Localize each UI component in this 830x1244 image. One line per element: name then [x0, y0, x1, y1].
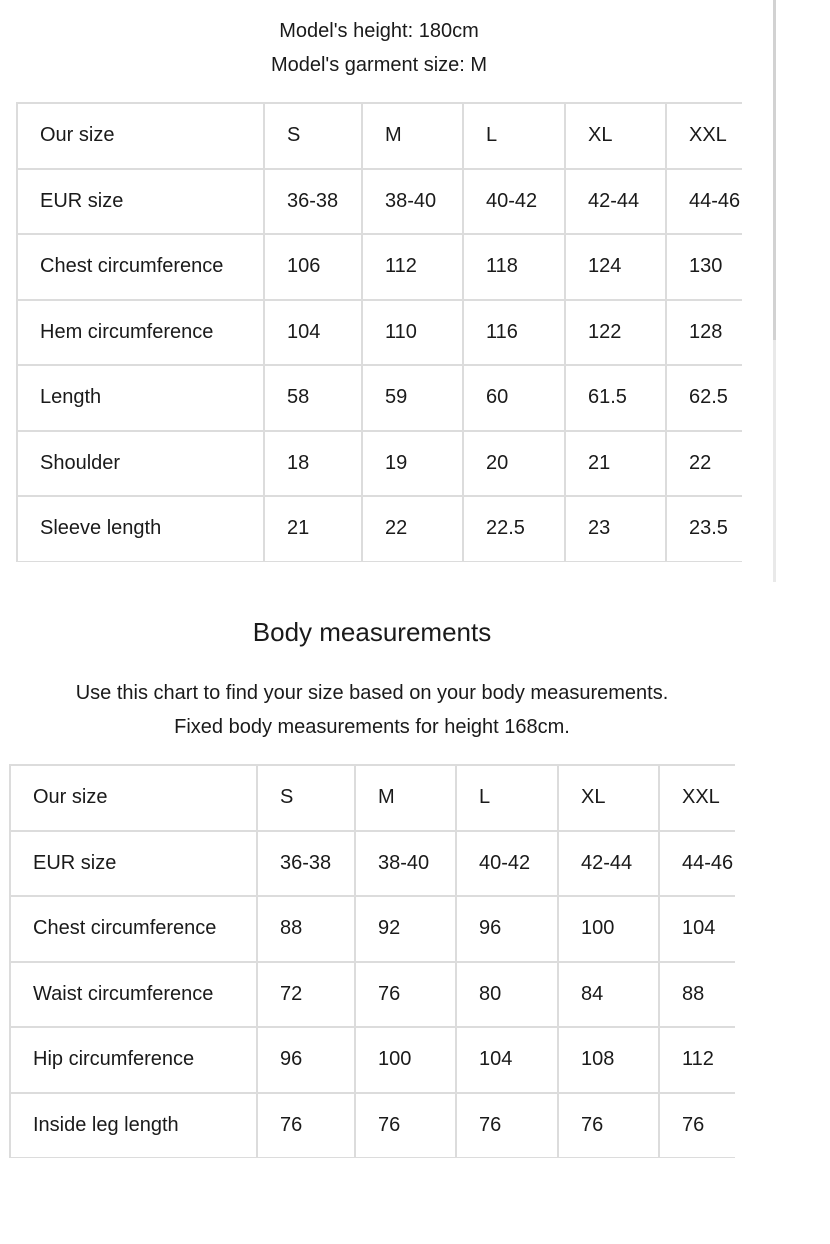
value-cell: 76 — [355, 962, 456, 1028]
value-cell: 130 — [666, 234, 742, 300]
value-cell: 62.5 — [666, 365, 742, 431]
value-cell: 110 — [362, 300, 463, 366]
value-cell: 76 — [257, 1093, 355, 1159]
row-label-cell: Length — [17, 365, 264, 431]
value-cell: 38-40 — [362, 169, 463, 235]
body-table-row — [10, 962, 735, 1028]
value-cell: 42-44 — [558, 831, 659, 897]
size-header-cell: S — [257, 765, 355, 831]
value-cell: 122 — [565, 300, 666, 366]
value-cell: 23 — [565, 496, 666, 562]
body-table-row — [10, 896, 735, 962]
intro-line-2: Fixed body measurements for height 168cm. — [174, 716, 570, 738]
value-cell: 58 — [264, 365, 362, 431]
row-label-cell: Waist circumference — [10, 962, 257, 1028]
value-cell: 96 — [456, 896, 558, 962]
row-label-cell: Shoulder — [17, 431, 264, 497]
size-header-cell: XXL — [659, 765, 735, 831]
row-label-cell: Sleeve length — [17, 496, 264, 562]
value-cell: 72 — [257, 962, 355, 1028]
size-header-cell: L — [456, 765, 558, 831]
value-cell: 128 — [666, 300, 742, 366]
value-cell: 88 — [659, 962, 735, 1028]
value-cell: 23.5 — [666, 496, 742, 562]
row-label-cell: Hem circumference — [17, 300, 264, 366]
scrollbar-track[interactable] — [773, 0, 776, 582]
value-cell: 21 — [565, 431, 666, 497]
value-cell: 18 — [264, 431, 362, 497]
value-cell: 76 — [659, 1093, 735, 1159]
row-label-cell: Chest circumference — [10, 896, 257, 962]
value-cell: 61.5 — [565, 365, 666, 431]
body-table-row — [10, 831, 735, 897]
value-cell: 92 — [355, 896, 456, 962]
value-cell: 80 — [456, 962, 558, 1028]
row-label-cell: Chest circumference — [17, 234, 264, 300]
value-cell: 104 — [264, 300, 362, 366]
value-cell: 112 — [659, 1027, 735, 1093]
value-cell: 96 — [257, 1027, 355, 1093]
garment-table-header-row — [17, 103, 742, 169]
garment-table-row — [17, 300, 742, 366]
value-cell: 108 — [558, 1027, 659, 1093]
row-label-cell: Our size — [17, 103, 264, 169]
garment-table-row — [17, 496, 742, 562]
value-cell: 20 — [463, 431, 565, 497]
section-intro — [0, 676, 744, 744]
value-cell: 118 — [463, 234, 565, 300]
value-cell: 106 — [264, 234, 362, 300]
size-header-cell: M — [355, 765, 456, 831]
model-height: Model's height: 180cm — [279, 20, 479, 42]
value-cell: 40-42 — [456, 831, 558, 897]
value-cell: 36-38 — [264, 169, 362, 235]
value-cell: 60 — [463, 365, 565, 431]
value-cell: 104 — [659, 896, 735, 962]
body-table-row — [10, 1093, 735, 1159]
value-cell: 104 — [456, 1027, 558, 1093]
garment-table-row — [17, 234, 742, 300]
scrollbar-thumb[interactable] — [773, 0, 776, 340]
size-header-cell: M — [362, 103, 463, 169]
section-title: Body measurements — [252, 617, 492, 647]
value-cell: 42-44 — [565, 169, 666, 235]
row-label-cell: Hip circumference — [10, 1027, 257, 1093]
value-cell: 116 — [463, 300, 565, 366]
size-header-cell: XL — [565, 103, 666, 169]
value-cell: 21 — [264, 496, 362, 562]
value-cell: 22.5 — [463, 496, 565, 562]
value-cell: 36-38 — [257, 831, 355, 897]
body-table-row — [10, 1027, 735, 1093]
value-cell: 76 — [355, 1093, 456, 1159]
garment-table-row — [17, 431, 742, 497]
intro-line-1: Use this chart to find your size based on your body measurements. — [75, 682, 669, 704]
value-cell: 38-40 — [355, 831, 456, 897]
body-table-header-row — [10, 765, 735, 831]
value-cell: 22 — [362, 496, 463, 562]
size-header-cell: L — [463, 103, 565, 169]
value-cell: 44-46 — [666, 169, 742, 235]
value-cell: 124 — [565, 234, 666, 300]
body-measurements-table — [9, 764, 735, 1158]
garment-size-table-container — [16, 102, 742, 562]
value-cell: 40-42 — [463, 169, 565, 235]
size-header-cell: XL — [558, 765, 659, 831]
body-measurements-table-container — [9, 764, 735, 1158]
size-header-cell: XXL — [666, 103, 742, 169]
value-cell: 76 — [558, 1093, 659, 1159]
value-cell: 59 — [362, 365, 463, 431]
size-header-cell: S — [264, 103, 362, 169]
garment-size-table — [16, 102, 742, 562]
value-cell: 22 — [666, 431, 742, 497]
value-cell: 76 — [456, 1093, 558, 1159]
garment-table-row — [17, 169, 742, 235]
value-cell: 19 — [362, 431, 463, 497]
value-cell: 112 — [362, 234, 463, 300]
row-label-cell: Our size — [10, 765, 257, 831]
value-cell: 100 — [558, 896, 659, 962]
model-info — [0, 14, 758, 82]
value-cell: 84 — [558, 962, 659, 1028]
model-garment-size: Model's garment size: M — [270, 54, 488, 76]
row-label-cell: EUR size — [10, 831, 257, 897]
value-cell: 44-46 — [659, 831, 735, 897]
row-label-cell: Inside leg length — [10, 1093, 257, 1159]
value-cell: 88 — [257, 896, 355, 962]
value-cell: 100 — [355, 1027, 456, 1093]
garment-table-row — [17, 365, 742, 431]
row-label-cell: EUR size — [17, 169, 264, 235]
